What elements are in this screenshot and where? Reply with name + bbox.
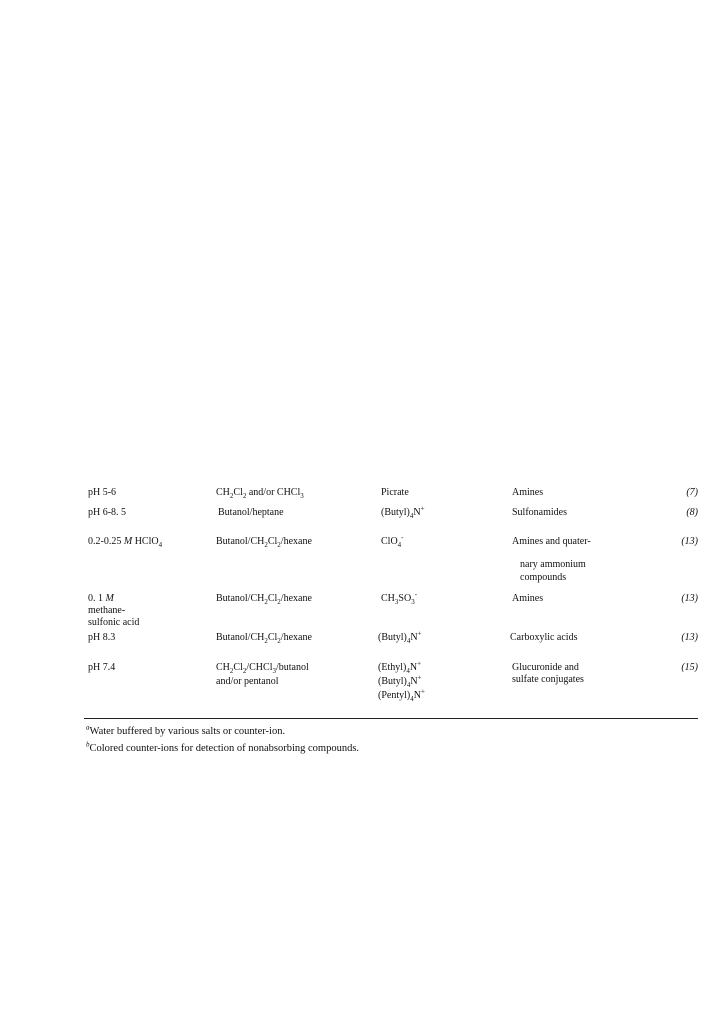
row-4-counter-ion: $CH_3SO_3^-$	[381, 590, 418, 606]
row-3-application-line-1: Amines and quater-	[512, 536, 591, 547]
row-2-aqueous-phase: pH 6-8. 5	[88, 507, 127, 518]
row-1-reference: (7)	[686, 487, 698, 498]
row-5-aqueous-phase: pH 8.3	[88, 632, 116, 643]
row-6-aqueous-phase: pH 7.4	[88, 662, 116, 673]
row-3-application-line-2: nary ammonium	[520, 559, 586, 570]
row-2-application: Sulfonamides	[512, 507, 567, 518]
row-2-counter-ion: $(Butyl)_4N^+$	[381, 504, 425, 520]
row-1-counter-ion: Picrate	[381, 487, 409, 498]
row-2-reference: (8)	[686, 507, 698, 518]
row-6-counter-ion-line-2: $(Butyl)_4N^+$	[378, 673, 422, 689]
footnote-b-mark: b	[86, 740, 90, 749]
row-2-organic-phase: Butanol/heptane	[218, 507, 284, 518]
row-4-application: Amines	[512, 593, 544, 604]
table-bottom-rule	[84, 718, 698, 719]
footnote-a-text: Water buffered by various salts or counter-ion.	[89, 726, 286, 737]
row-3-reference: (13)	[681, 536, 698, 547]
row-5-application: Carboxylic acids	[510, 632, 578, 643]
footnote-b	[86, 742, 359, 755]
row-3-organic-phase: Butanol/$CH_2Cl_2$/hexane	[216, 536, 312, 549]
row-3-counter-ion: ClO$_4$-	[381, 533, 404, 549]
row-6-organic-phase-line-1: $CH_2Cl_2/CHCl_3$/butanol	[216, 662, 309, 675]
row-4-aqueous-phase: 0. 1 M methane- sulfonic acid	[88, 593, 140, 628]
row-5-organic-phase: Butanol/$CH_2Cl_2$/hexane	[216, 632, 312, 645]
row-6-counter-ion-line-3: $(Pentyl)_4N^+$	[378, 687, 425, 703]
row-1-application: Amines	[512, 487, 544, 498]
row-5-counter-ion: $(Butyl)_4N^+$	[378, 629, 422, 645]
row-1-aqueous-phase: pH 5-6	[88, 487, 117, 498]
footnote-b-text: Colored counter-ions for detection of nonabsorbing compounds.	[89, 743, 360, 754]
row-6-reference: (15)	[681, 662, 698, 673]
row-4-reference: (13)	[681, 593, 698, 604]
row-5-reference: (13)	[681, 632, 698, 643]
row-6-counter-ion-line-1: $(Ethyl)_4N^+$	[378, 659, 422, 675]
row-3-aqueous-phase: 0.2-0.25 M HClO$_4$	[88, 536, 163, 549]
footnote-a	[86, 725, 285, 738]
row-4-organic-phase: Butanol/$CH_2Cl_2$/hexane	[216, 593, 312, 606]
row-1-organic-phase: $CH_2Cl_2$ and/or CHCl$_3$	[216, 487, 304, 500]
row-3-application-line-3: compounds	[520, 572, 567, 583]
row-6-application: Glucuronide and sulfate conjugates	[512, 662, 584, 685]
footnote-a-mark: a	[86, 723, 90, 732]
row-6-organic-phase-line-2: and/or pentanol	[216, 676, 279, 687]
